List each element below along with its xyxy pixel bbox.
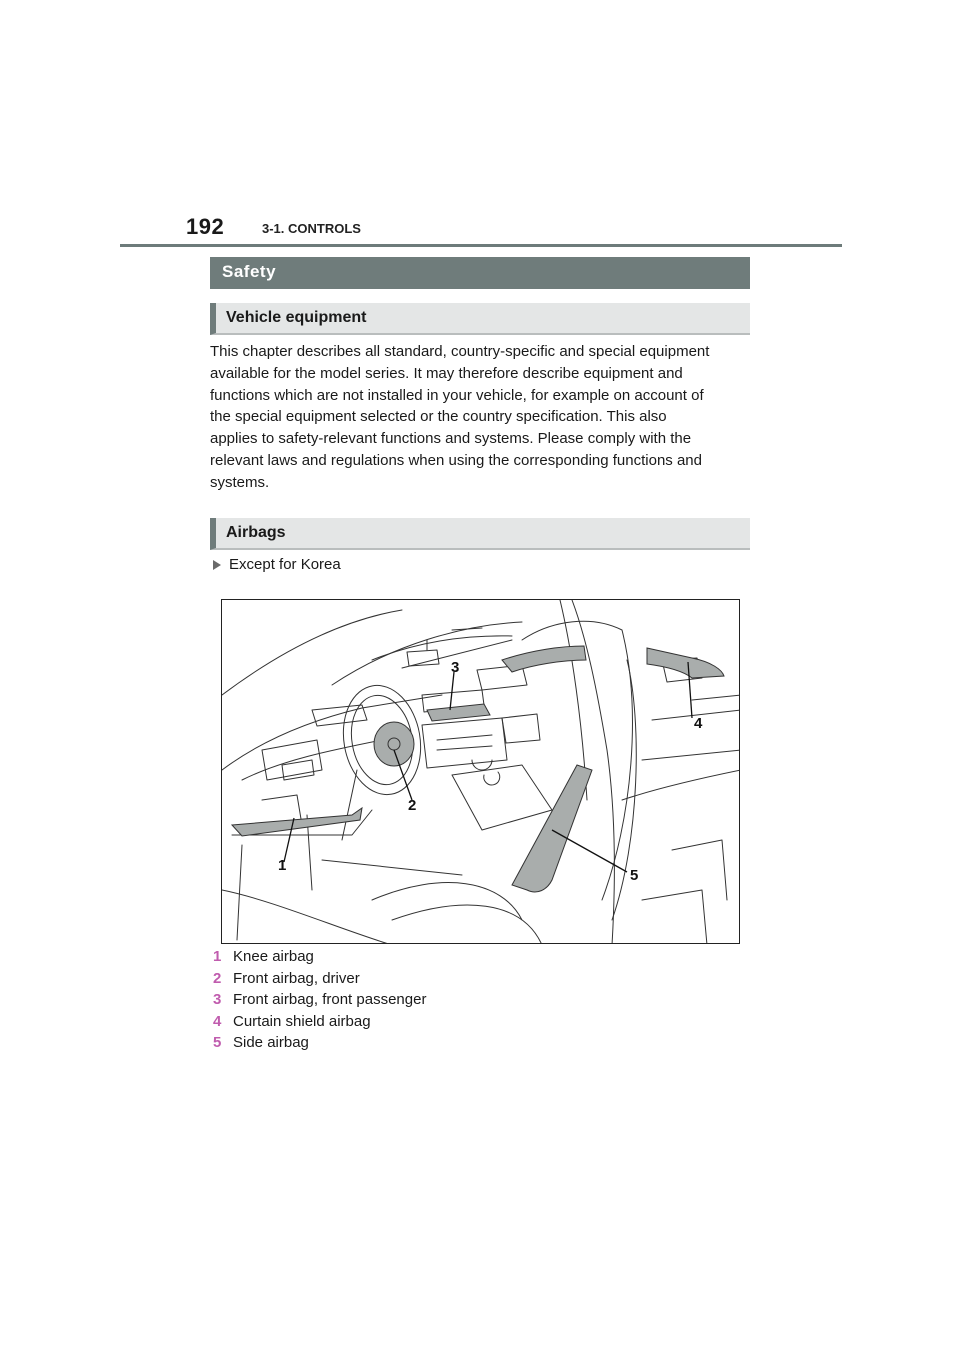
knee-airbag <box>232 808 362 836</box>
bullet-item <box>213 556 341 573</box>
airbag-location-illustration <box>221 599 740 944</box>
driver-airbag <box>374 722 414 766</box>
page-number: 192 <box>186 214 225 239</box>
seat-cushion <box>372 883 522 920</box>
legend-label: Front airbag, driver <box>233 969 360 987</box>
legend-number: 1 <box>213 948 222 965</box>
paragraph-line: relevant laws and regulations when using the corresponding functions and <box>210 451 702 469</box>
paragraph-line: available for the model series. It may therefore describe equipment and <box>210 364 683 382</box>
legend-label: Front airbag, front passenger <box>233 991 427 1008</box>
subheading-vehicle-equipment: Vehicle equipment <box>210 303 750 335</box>
legend-item <box>213 1011 426 1033</box>
callout-3: 3 <box>451 659 460 676</box>
section-heading: Safety <box>210 257 750 289</box>
legend-item <box>213 989 426 1011</box>
chapter-title: 3-1. CONTROLS <box>262 221 361 236</box>
callout-2: 2 <box>408 797 417 814</box>
paragraph-line: This chapter describes all standard, country-specific and special equipment <box>210 343 710 360</box>
paragraph-line: functions which are not installed in your vehicle, for example on account of <box>210 386 704 404</box>
airbag-legend <box>213 946 426 1054</box>
callout-1: 1 <box>278 857 287 874</box>
triangle-bullet-icon <box>213 560 221 570</box>
rearview-mirror <box>407 650 439 666</box>
left-vent <box>262 740 322 780</box>
legend-item <box>213 968 426 990</box>
callout-4: 4 <box>694 715 703 732</box>
paragraph-line: systems. <box>210 473 270 491</box>
legend-number: 2 <box>213 969 222 987</box>
side-airbag <box>512 765 592 892</box>
bullet-text: Except for Korea <box>229 556 341 573</box>
paragraph-line: applies to safety-relevant functions and systems. Please comply with the <box>210 430 692 448</box>
legend-label: Knee airbag <box>233 948 314 965</box>
legend-number: 3 <box>213 991 222 1008</box>
passenger-airbag <box>427 704 490 721</box>
header-divider <box>120 244 842 247</box>
legend-label: Curtain shield airbag <box>233 1012 371 1030</box>
subheading-airbags: Airbags <box>210 518 750 550</box>
paragraph-line: the special equipment selected or the country specification. This also <box>210 408 667 426</box>
legend-item <box>213 946 426 968</box>
legend-label: Side airbag <box>233 1034 309 1051</box>
legend-number: 4 <box>213 1012 222 1030</box>
car-interior-drawing <box>222 600 740 944</box>
curtain-airbag-rear <box>647 648 724 678</box>
callout-5: 5 <box>630 867 639 884</box>
vehicle-equipment-paragraph <box>210 341 755 494</box>
roof-line <box>222 610 402 695</box>
legend-item <box>213 1032 426 1054</box>
legend-number: 5 <box>213 1034 222 1051</box>
